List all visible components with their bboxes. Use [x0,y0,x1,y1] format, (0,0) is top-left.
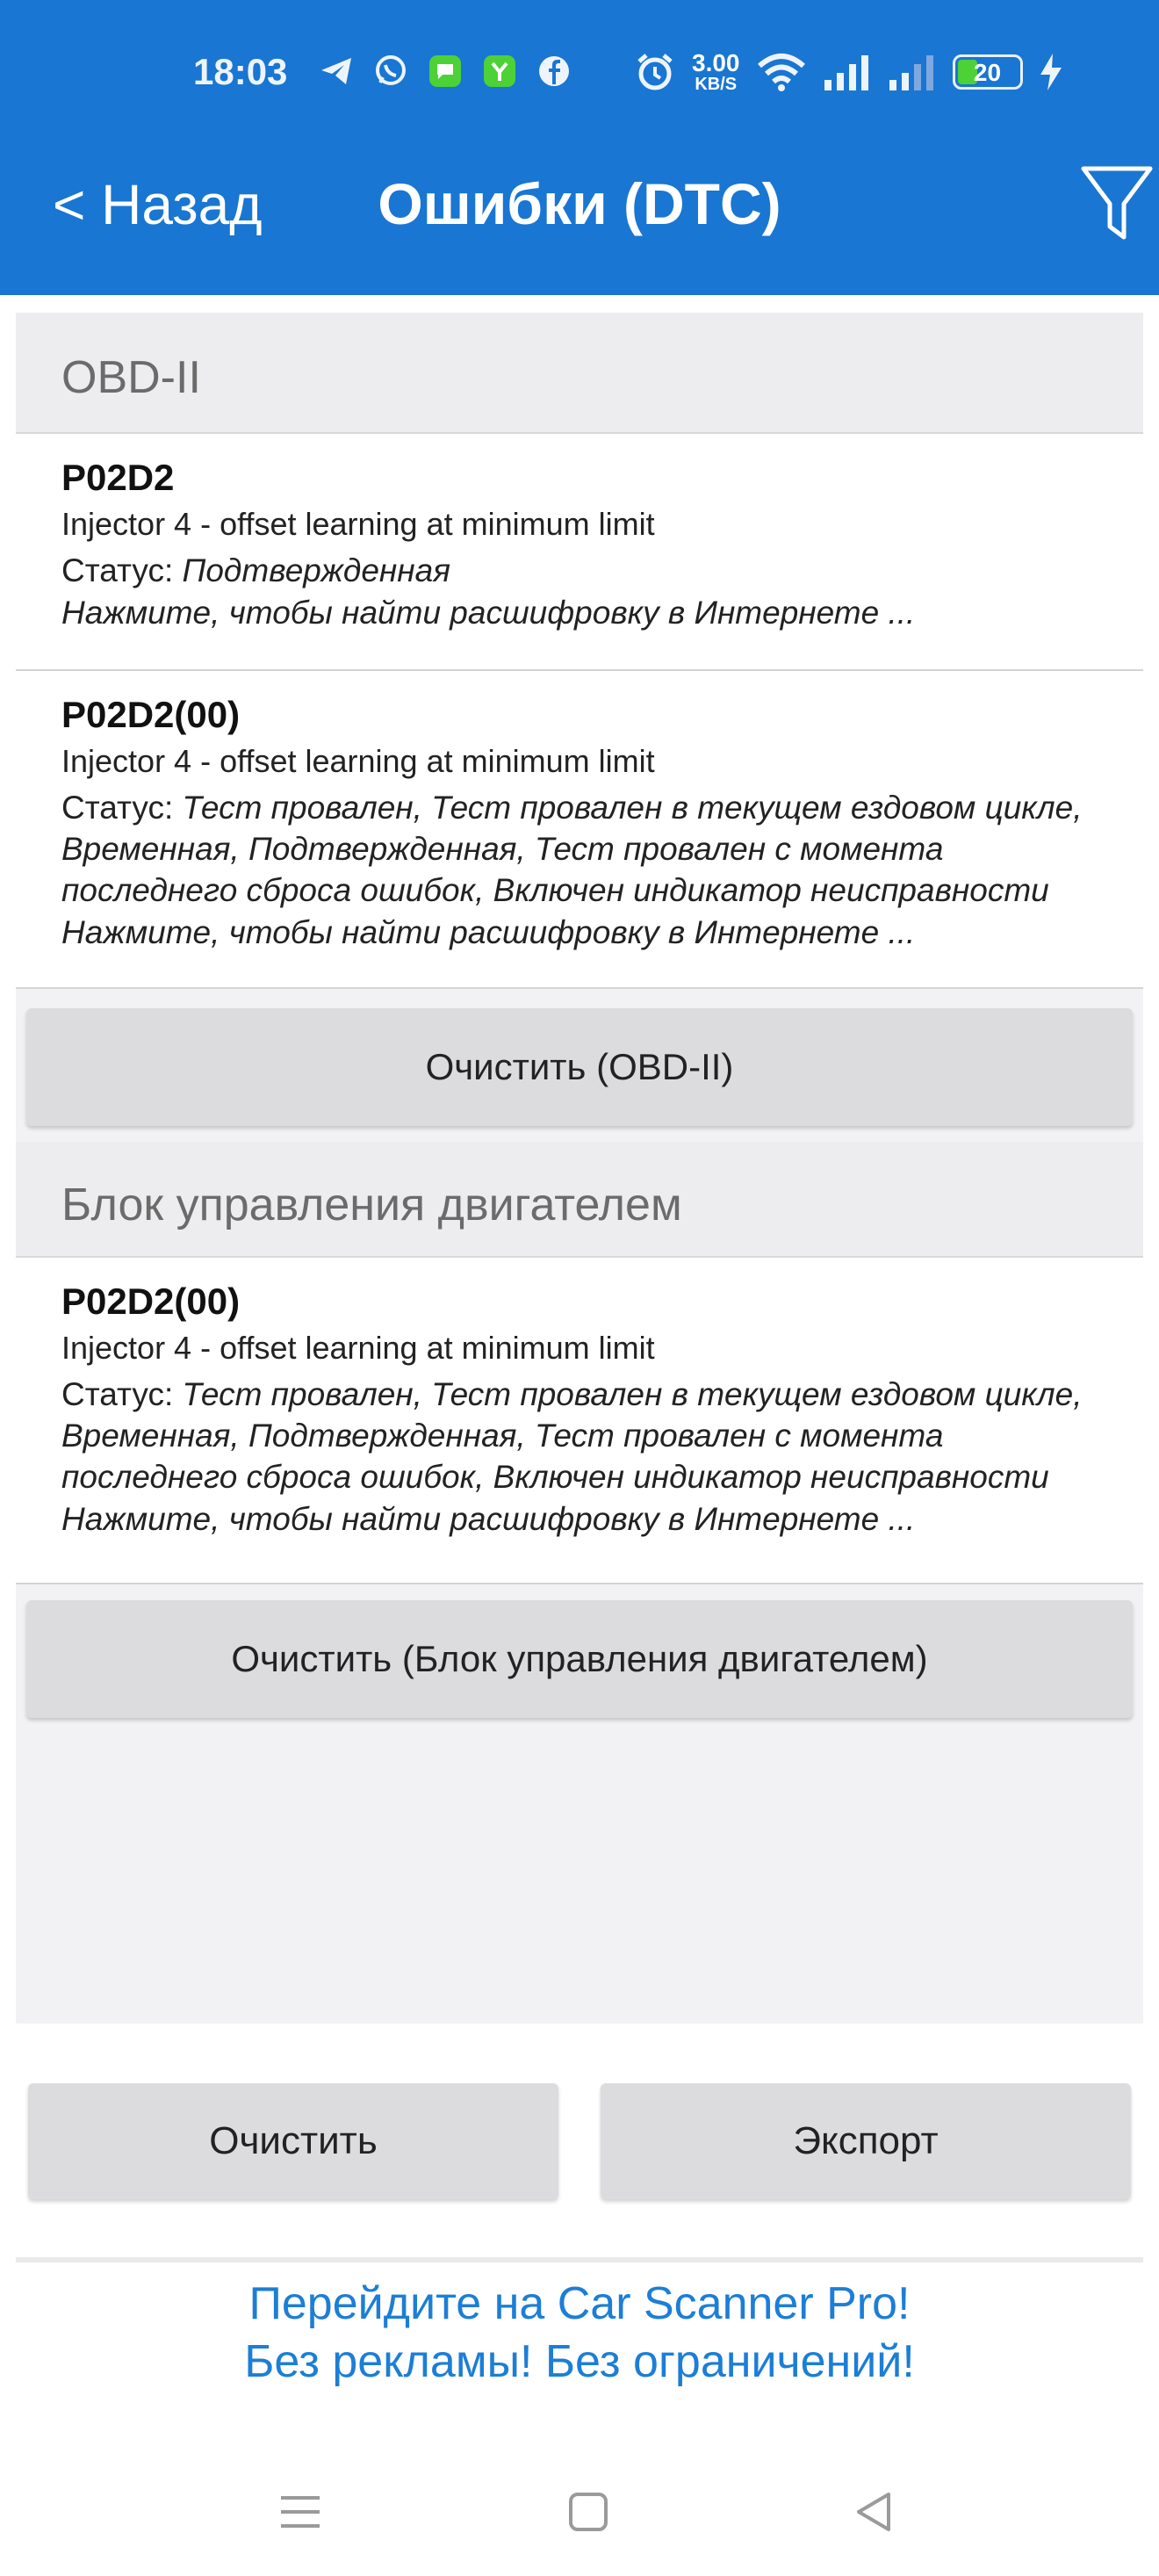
network-speed: 3.00 KB/S [692,49,740,94]
signal-icon [823,52,872,92]
system-nav-bar [0,2459,1159,2576]
page-title: Ошибки (DTC) [378,171,781,236]
notification-icons [318,53,572,90]
alarm-icon [634,51,676,93]
system-icons [634,51,1063,93]
app-bar [0,0,1159,295]
section-header-engine [16,1142,1143,1258]
dtc-item[interactable] [16,434,1143,671]
telegram-icon [318,53,355,90]
dtc-search-hint[interactable]: Нажмите, чтобы найти расшифровку в Интернете ... [61,595,916,631]
dtc-code: P02D2 [61,457,175,498]
back-icon[interactable] [848,2486,901,2538]
facebook-icon [536,53,572,90]
dtc-description: Injector 4 - offset learning at minimum limit [61,506,655,542]
section-title: OBD-II [61,352,201,403]
clear-engine-button[interactable]: Очистить (Блок управления двигателем) [26,1600,1133,1718]
viber-icon [372,53,409,90]
battery-icon: 20 [953,54,1023,90]
signal-icon-2 [888,52,937,92]
dtc-description: Injector 4 - offset learning at minimum limit [61,1330,655,1366]
app-icon [481,53,518,90]
section-header-obd2 [16,313,1143,434]
export-button[interactable]: Экспорт [601,2083,1131,2199]
dtc-status: Статус: Тест провален, Тест провален в текущем ездовом цикле, Временная, Подтвержденная, Тест провален с момента последнего сброса ошибок, Включен индикатор неисправности [61,1376,1083,1495]
dtc-code: P02D2(00) [61,694,241,735]
dtc-search-hint[interactable]: Нажмите, чтобы найти расшифровку в Интернете ... [61,914,916,950]
clear-all-button[interactable]: Очистить [28,2083,558,2199]
dtc-search-hint[interactable]: Нажмите, чтобы найти расшифровку в Интернете ... [61,1501,916,1537]
filter-icon[interactable] [1080,163,1154,242]
home-icon[interactable] [562,2486,615,2538]
messages-icon [427,53,464,90]
dtc-status: Статус: Подтвержденная [61,552,450,588]
dtc-item[interactable] [16,1258,1143,1584]
divider [16,2257,1143,2262]
dtc-description: Injector 4 - offset learning at minimum limit [61,743,655,779]
wifi-icon [756,52,807,92]
dtc-status: Статус: Тест провален, Тест провален в текущем ездовом цикле, Временная, Подтвержденная, Тест провален с момента последнего сброса ошибок, Включен индикатор неисправности [61,790,1083,908]
charging-icon [1039,52,1063,92]
pro-promo-link[interactable]: Перейдите на Car Scanner Pro! Без рекламы! Без ограничений! [244,2278,915,2387]
dtc-item[interactable] [16,671,1143,989]
dtc-list [16,313,1143,2024]
clear-obd2-button[interactable]: Очистить (OBD-II) [26,1008,1133,1126]
status-time: 18:03 [193,51,288,92]
back-button[interactable]: < Назад [53,173,263,236]
section-title: Блок управления двигателем [61,1180,682,1230]
status-bar [0,51,1159,104]
dtc-code: P02D2(00) [61,1281,241,1322]
menu-icon[interactable] [274,2486,327,2538]
